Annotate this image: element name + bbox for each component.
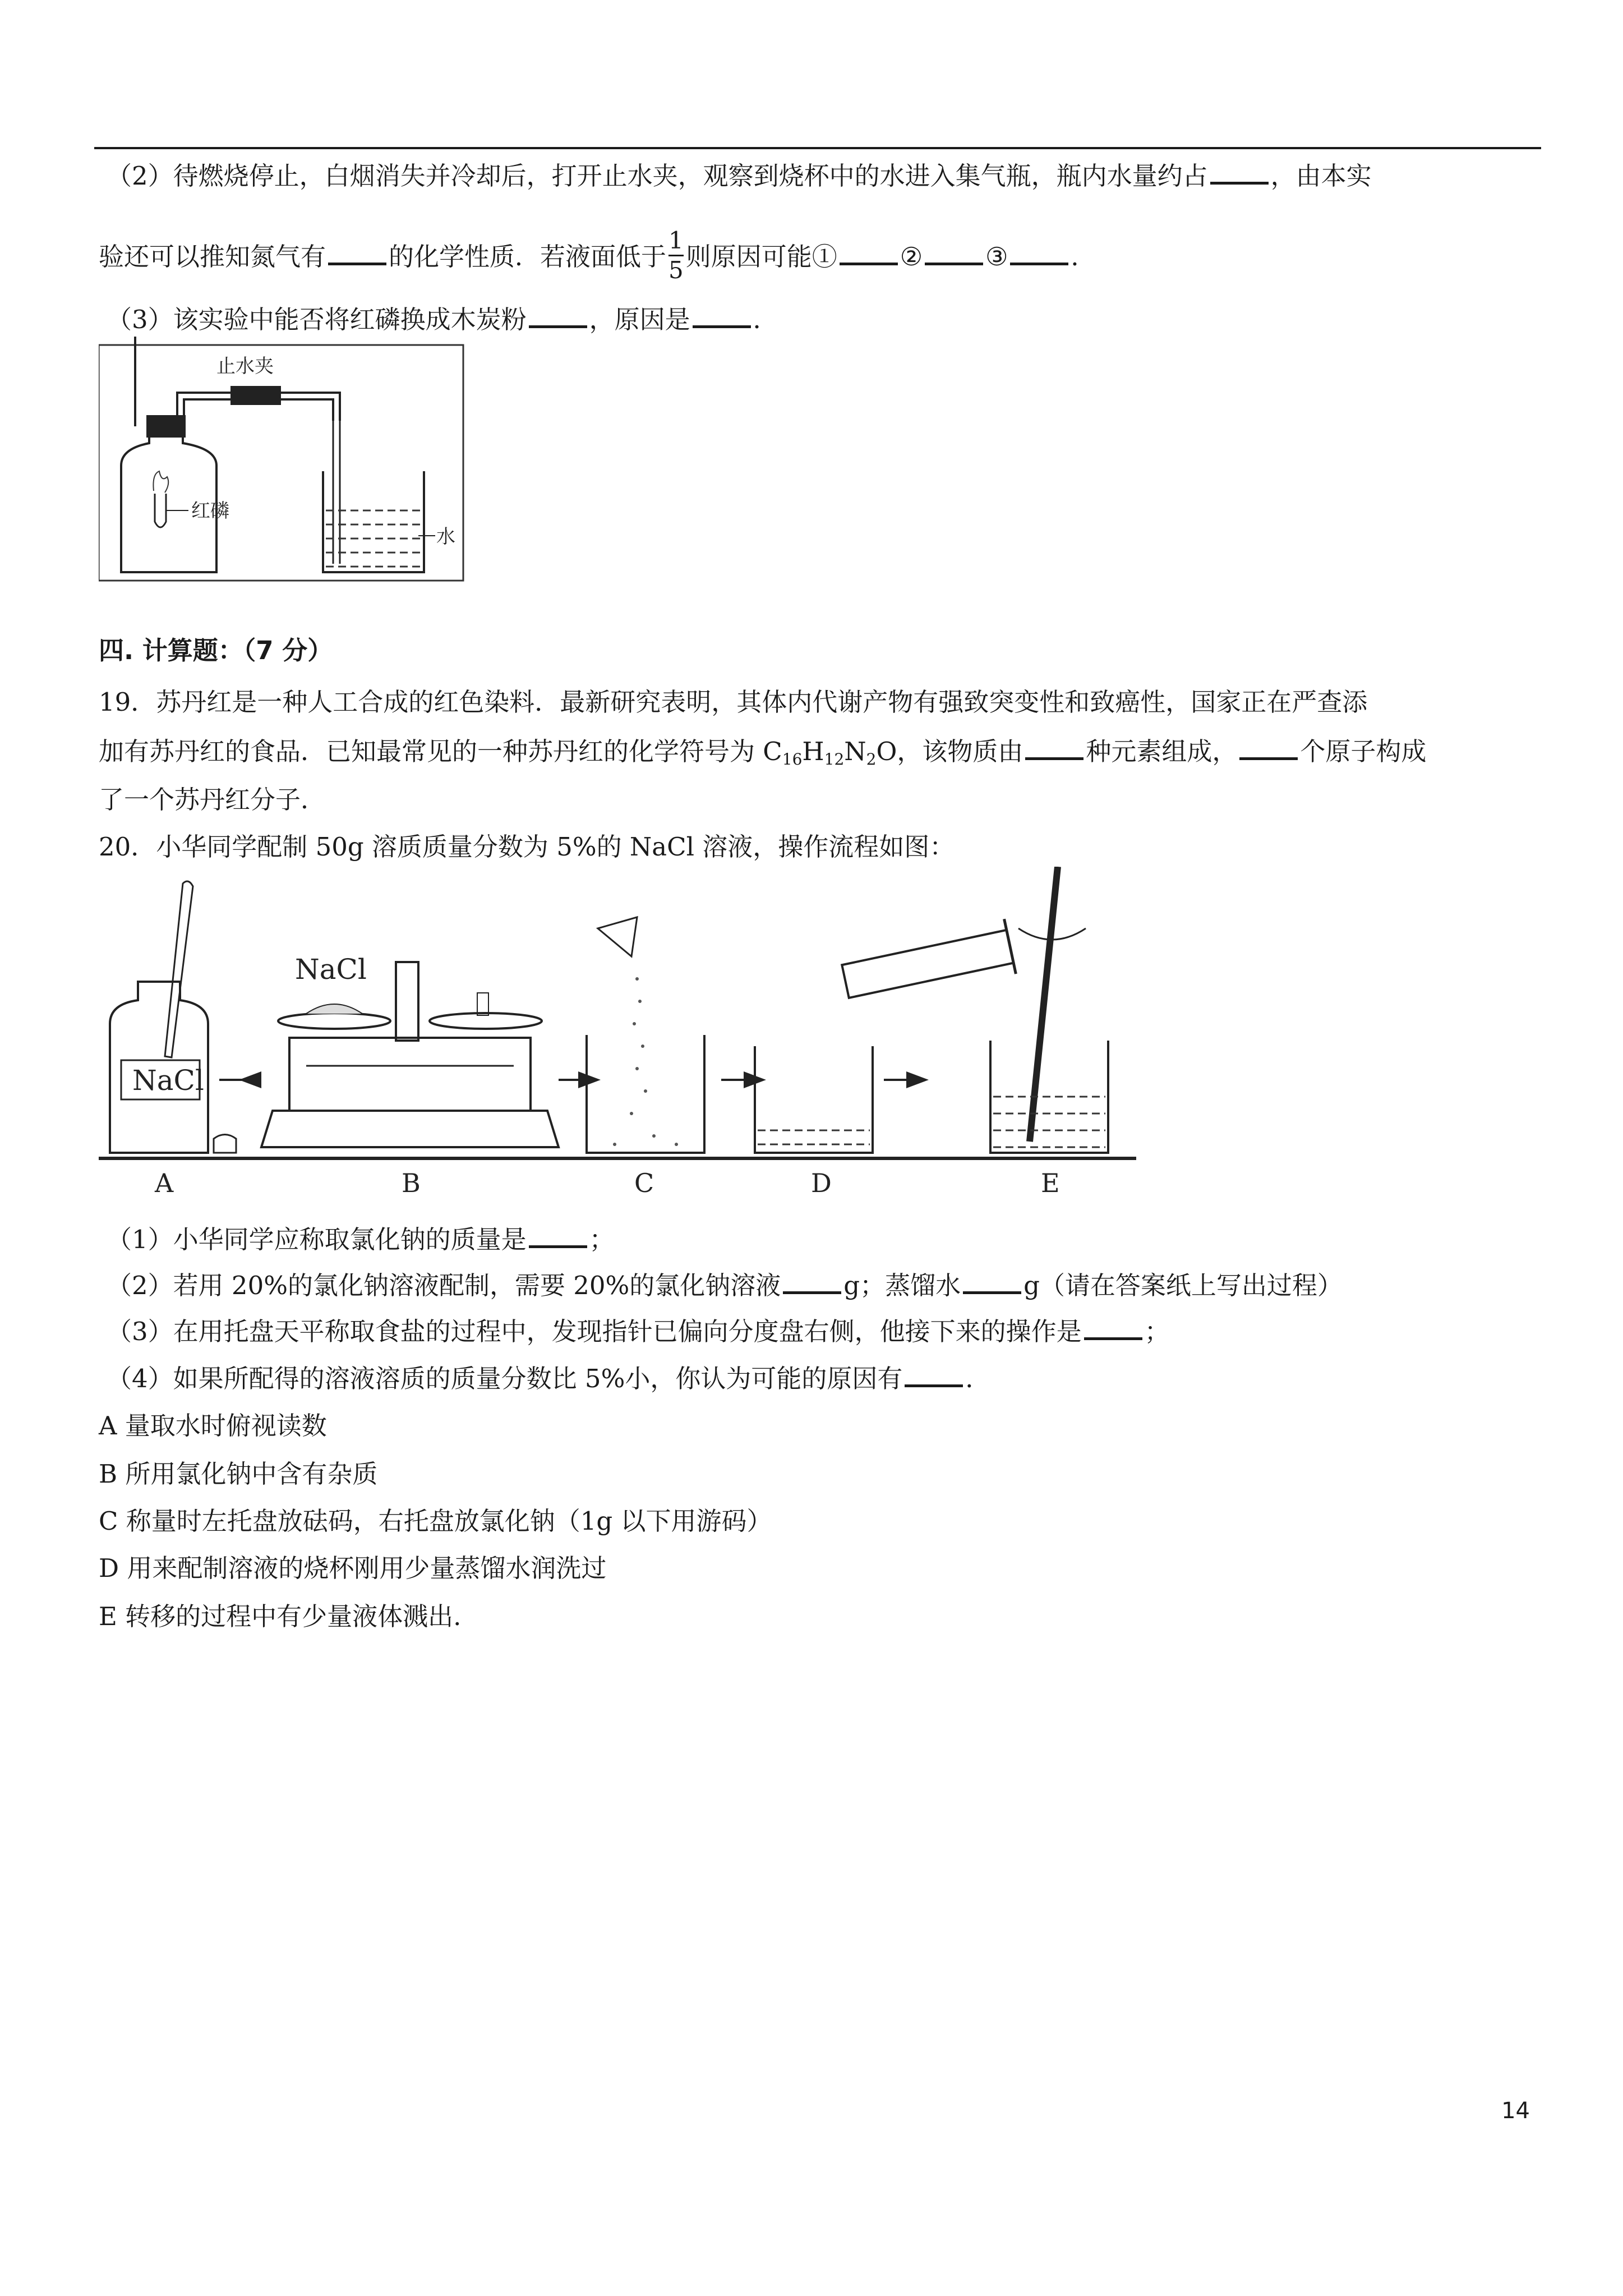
beaker-c: [587, 1035, 704, 1153]
option-b: B 所用氯化钠中含有杂质: [99, 1459, 378, 1489]
weighing-paper: [598, 917, 637, 956]
q19-line3: 了一个苏丹红分子．: [99, 785, 326, 815]
spatula-icon: [165, 881, 193, 1057]
text: 个原子构成: [1300, 737, 1427, 766]
option-e: E 转移的过程中有少量液体溅出.: [99, 1602, 462, 1631]
text: （2）若用 20%的氯化钠溶液配制，需要 20%的氯化钠溶液: [107, 1271, 781, 1300]
water-clamp: [230, 386, 281, 405]
subscript: 12: [824, 750, 845, 769]
beaker-d: [755, 1046, 873, 1153]
text: 加有苏丹红的食品．已知最常见的一种苏丹红的化学符号为 C: [99, 737, 782, 766]
fraction-denominator: 5: [668, 256, 684, 284]
step-a-label: A: [155, 1168, 174, 1198]
answer-blank[interactable]: [1010, 243, 1068, 265]
answer-blank[interactable]: [1239, 738, 1298, 760]
text: （1）小华同学应称取氯化钠的质量是: [107, 1225, 527, 1254]
measuring-cylinder: [840, 919, 1016, 1009]
text: g；蒸馏水: [843, 1271, 961, 1300]
text: N: [844, 737, 866, 766]
arrow-icon: [239, 1071, 261, 1088]
glass-rod: [1030, 867, 1058, 1142]
flame-icon: [153, 471, 168, 493]
salt-pile: [306, 1004, 362, 1014]
subscript: 16: [782, 750, 803, 769]
text: 种元素组成，: [1086, 737, 1238, 766]
text: （4）如果所配得的溶液溶质的质量分数比 5%小，你认为可能的原因有: [107, 1364, 903, 1393]
text: H: [802, 737, 824, 766]
step-b-label: B: [402, 1168, 421, 1198]
answer-blank[interactable]: [529, 1226, 587, 1248]
text: ．: [965, 1364, 991, 1393]
answer-blank[interactable]: [905, 1365, 963, 1387]
fraction-numerator: 1: [668, 227, 684, 256]
answer-blank[interactable]: [1084, 1318, 1142, 1340]
option-c: C 称量时左托盘放砝码，右托盘放氯化钠（1g 以下用游码）: [99, 1506, 772, 1536]
answer-blank[interactable]: [1210, 163, 1269, 185]
label-nacl-top: NaCl: [295, 953, 367, 986]
text: ；: [1144, 1317, 1170, 1346]
text: g（请在答案纸上写出过程）: [1023, 1271, 1343, 1300]
subscript: 2: [866, 750, 877, 769]
q20-sub3: [107, 1315, 1170, 1349]
step-e-label: E: [1041, 1168, 1060, 1198]
left-pan: [278, 1013, 390, 1029]
header-rule: [94, 147, 1541, 149]
beaker: [323, 471, 424, 572]
text: （3）该实验中能否将红磷换成木炭粉: [107, 305, 527, 334]
answer-blank[interactable]: [963, 1272, 1021, 1294]
water-layer-d: [758, 1130, 870, 1144]
q20-line1: 20．小华同学配制 50g 溶质质量分数为 5%的 NaCl 溶液，操作流程如图：: [99, 832, 955, 862]
text: ，由本实: [1270, 161, 1372, 191]
balance-pointer-post: [396, 962, 418, 1041]
text: ②: [900, 242, 923, 272]
balance-body: [289, 1038, 531, 1111]
figure-frame: [99, 345, 463, 581]
answer-blank[interactable]: [783, 1272, 841, 1294]
label-nacl-bottle: NaCl: [132, 1064, 204, 1097]
answer-blank[interactable]: [925, 243, 983, 265]
red-phosphorus-apparatus-figure: [99, 337, 469, 583]
text: 验还可以推知氮气有: [99, 242, 326, 272]
option-a: A 量取水时俯视读数: [99, 1411, 327, 1441]
q19-line1: 19．苏丹红是一种人工合成的红色染料．最新研究表明，其体内代谢产物有强致突变性和致癌性，国家正在严查添: [99, 687, 1368, 717]
q20-sub2: [107, 1269, 1343, 1303]
text: 的化学性质．若液面低于: [389, 242, 667, 272]
text: ③: [985, 242, 1008, 272]
solution-e: [993, 1097, 1105, 1147]
q20-sub1: [107, 1223, 615, 1257]
text: ．: [1071, 242, 1096, 272]
q19-line2: [99, 735, 1426, 776]
text: O，该物质由: [876, 737, 1023, 766]
q20-sub4: [107, 1362, 990, 1396]
q18-part2-line2: [99, 227, 1096, 288]
bottle-cap: [214, 1135, 236, 1153]
q18-part2-line1: [107, 159, 1372, 193]
combustion-spoon: [155, 494, 166, 527]
falling-salt: [613, 977, 678, 1146]
text: ．: [753, 305, 778, 334]
answer-blank[interactable]: [328, 243, 386, 265]
q18-part3: [107, 303, 778, 337]
step-c-label: C: [634, 1168, 654, 1198]
label-phosphorus: 红磷: [191, 500, 229, 522]
balance-base: [261, 1111, 559, 1147]
fraction-one-fifth: [668, 227, 684, 284]
answer-blank[interactable]: [693, 306, 751, 328]
section-4-title: 四. 计算题：（7 分）: [99, 636, 333, 665]
text: 则原因可能①: [685, 242, 837, 272]
label-clamp: 止水夹: [216, 355, 274, 378]
text: ；: [589, 1225, 615, 1254]
label-water: 水: [436, 526, 455, 548]
text: （2）待燃烧停止，白烟消失并冷却后，打开止水夹，观察到烧杯中的水进入集气瓶，瓶内水量约占: [107, 161, 1208, 191]
arrow-icon: [906, 1071, 929, 1088]
step-d-label: D: [811, 1168, 832, 1198]
page-number: 14: [1501, 2098, 1530, 2124]
answer-blank[interactable]: [529, 306, 587, 328]
text: （3）在用托盘天平称取食盐的过程中，发现指针已偏向分度盘右侧，他接下来的操作是: [107, 1317, 1082, 1346]
solution-preparation-flow-figure: [99, 867, 1142, 1203]
stopper: [146, 415, 186, 438]
weight-icon: [477, 993, 488, 1015]
answer-blank[interactable]: [840, 243, 898, 265]
arrow-icon: [578, 1071, 601, 1088]
text: ，原因是: [589, 305, 690, 334]
answer-blank[interactable]: [1025, 738, 1083, 760]
option-d: D 用来配制溶液的烧杯刚用少量蒸馏水润洗过: [99, 1553, 607, 1583]
